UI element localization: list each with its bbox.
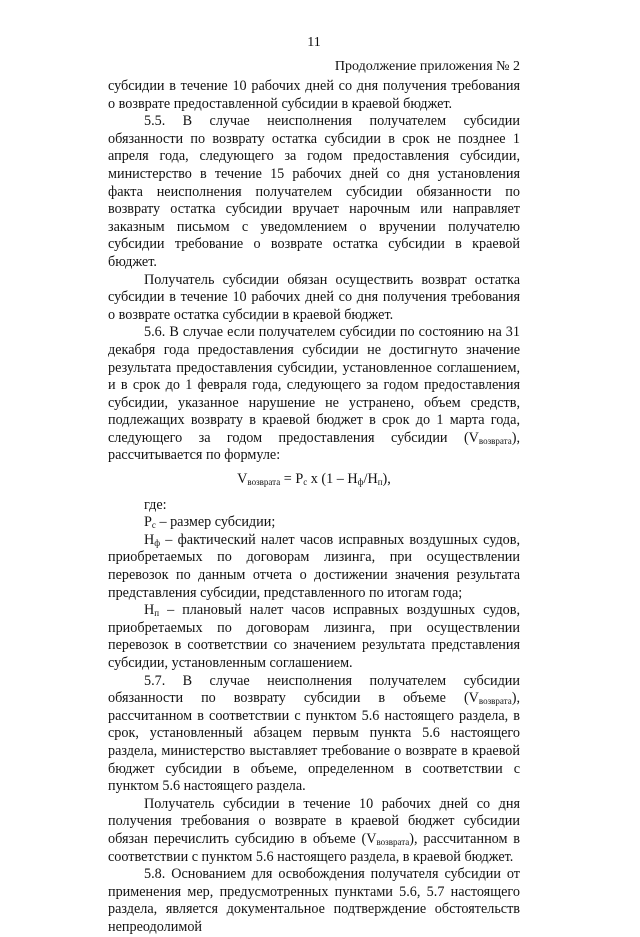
formula-slash: /H [363,471,378,488]
formula-hp-sub: п [377,477,383,488]
paragraph-5-7-start: 5.7. В случае неисполнения получателем субсидии обязанности по возврату субсидии в объеме (V [108,672,520,707]
definition-hp-text: – плановый налет часов исправных воздушных судов, приобретаемых по договорам лизинга, при осуществлении перевозок в соответствии со значением результата представления субсидии, установленным соглашением. [108,602,520,671]
paragraph-5-7 [108,673,520,796]
paragraph-1: субсидии в течение 10 рабочих дней со дня получения требования о возврате предоставленной субсидии в краевой бюджет. [108,78,520,112]
formula-end: ), [382,471,391,488]
paragraph-5-6 [108,324,520,465]
definition-pc [108,514,520,532]
where-label: где: [144,496,167,513]
definition-hf-symbol: H [144,531,155,548]
appendix-continuation: Продолжение приложения № 2 [334,59,520,74]
definition-hf-text: – фактический налет часов исправных воздушных судов, приобретаемых по договорам лизинга, при осуществлении перевозок по данным отчета о достижении значения результата представления субсидии, представленного по итогам года; [108,531,520,601]
paragraph-return-obligation: Получатель субсидии обязан осуществить возврат остатка субсидии в течение 10 рабочих дней со дня получения требования о возврате остатка субсидии в краевой бюджет. [108,271,520,323]
formula-mid: = P [280,471,304,488]
paragraph-5-7-sub: возврата [478,696,512,707]
formula [108,471,520,489]
definition-hp [108,602,520,672]
paragraph-transfer-obligation [108,796,520,866]
formula-hf-sub: ф [357,477,364,488]
formula-pc-sub: c [303,477,308,488]
definition-hp-symbol: H [144,602,155,619]
page-number: 11 [307,35,321,50]
definition-pc-text: – размер субсидии; [155,514,276,531]
formula-rest: x (1 – H [307,471,358,488]
paragraph-5-6-text: 5.6. В случае если получателем субсидии по состоянию на 31 декабря года предоставления субсидии не достигнуто значение результата предоставления субсидии, установленное соглашением, и в срок до 1 февраля года, следующего за годом предоставления субсидии, указанное нарушение не устранено, объем средств, подлежащих возврату в краевой бюджет в срок до 1 марта года, следующего за годом предоставления субсидии (V [108,324,520,446]
document-page [108,34,520,937]
v-return-subscript: возврата [478,435,512,446]
definition-hf [108,532,520,602]
definition-pc-symbol: P [144,514,152,531]
definition-hf-sub: ф [154,537,161,548]
definition-pc-sub: c [151,520,156,531]
paragraph-transfer-start: Получатель субсидии в течение 10 рабочих дней со дня получения требования о возврате в краевой бюджет субсидии обязан перечислить субсидию в объеме (V [108,795,520,847]
paragraph-5-7-end: ), рассчитанном в соответствии с пунктом 5.6 настоящего раздела, в срок, установленный абзацем первым пункта 5.6 настоящего раздела, министерство выставляет требование о возврате в краевой бюджет субсидии в объеме, определенном в соответствии с пунктом 5.6 настоящего раздела. [108,690,520,795]
definition-hp-sub: п [154,608,160,619]
paragraph-transfer-end: ), рассчитанном в соответствии с пунктом 5.6 настоящего раздела, в краевой бюджет. [108,830,520,865]
paragraph-5-6-end: ), рассчитывается по формуле: [108,429,520,464]
paragraph-5-8: 5.8. Основанием для освобождения получателя субсидии от применения мер, предусмотренных пунктами 5.6, 5.7 настоящего раздела, является документальное подтверждение обстоятельств непреодолимой [108,866,520,935]
paragraph-transfer-sub: возврата [376,836,410,847]
formula-v-sub: возврата [247,477,281,488]
paragraph-5-5: 5.5. В случае неисполнения получателем субсидии обязанности по возврату остатка субсидии в срок не позднее 1 апреля года, следующего за годом предоставления субсидии, министерство в течение 15 рабочих дней со дня установления факта неисполнения получателем субсидии обязанности по возврату остатка субсидии вручает нарочным или направляет заказным письмом с уведомлением о вручении получателю субсидии требование о возврате остатка субсидии в краевой бюджет. [108,113,520,270]
formula-v: V [237,471,248,488]
